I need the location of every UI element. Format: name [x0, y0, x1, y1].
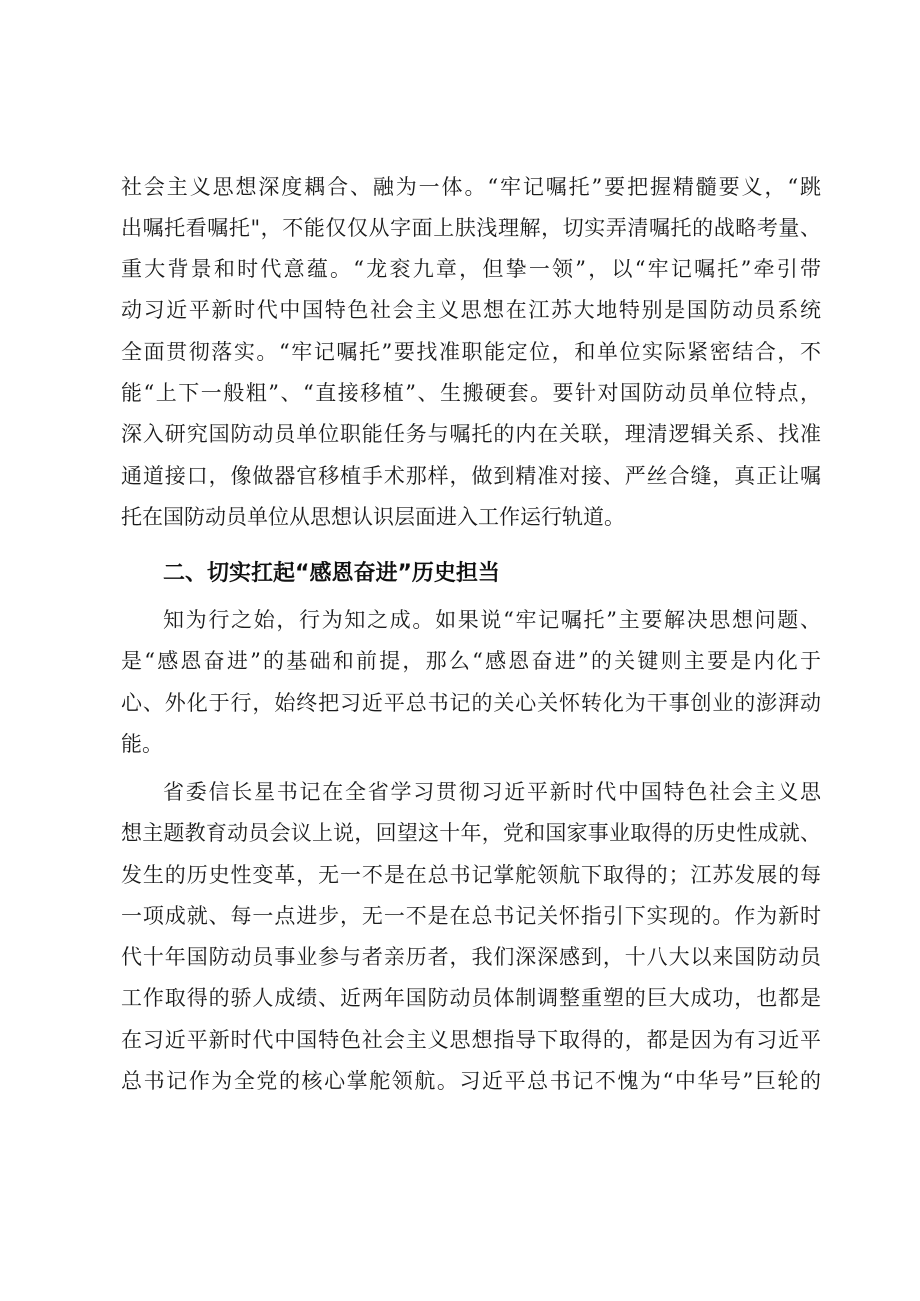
- paragraph-1-line-7: 深入研究国防动员单位职能任务与嘱托的内在关联，理清逻辑关系、找准: [121, 422, 821, 446]
- paragraph-1-line-3: 重大背景和时代意蕴。“龙衮九章，但挚一领”，以“牢记嘱托”牵引带: [121, 257, 821, 281]
- paragraph-2-line-3: 心、外化于行，始终把习近平总书记的关心关怀转化为干事创业的澎湃动: [121, 691, 821, 715]
- paragraph-3-line-1: 省委信长星书记在全省学习贯彻习近平新时代中国特色社会主义思: [163, 780, 821, 804]
- paragraph-3-line-6: 工作取得的骄人成绩、近两年国防动员体制调整重塑的巨大成功，也都是: [121, 986, 821, 1010]
- paragraph-3-line-3: 发生的历史性变革，无一不是在总书记掌舵领航下取得的；江苏发展的每: [121, 863, 821, 887]
- paragraph-1-line-5: 全面贯彻落实。“牢记嘱托”要找准职能定位，和单位实际紧密结合，不: [121, 340, 821, 364]
- paragraph-1-line-2: 出嘱托看嘱托"，不能仅仅从字面上肤浅理解，切实弄清嘱托的战略考量、: [121, 216, 821, 240]
- paragraph-3-line-5: 代十年国防动员事业参与者亲历者，我们深深感到，十八大以来国防动员: [121, 945, 821, 969]
- paragraph-1-line-4: 动习近平新时代中国特色社会主义思想在江苏大地特别是国防动员系统: [121, 298, 821, 322]
- paragraph-1-line-9: 托在国防动员单位从思想认识层面进入工作运行轨道。: [121, 505, 625, 529]
- section-heading-2: 二、切实扛起“感恩奋进”历史担当: [163, 561, 500, 586]
- paragraph-3-line-2: 想主题教育动员会议上说，回望这十年，党和国家事业取得的历史性成就、: [121, 821, 821, 845]
- paragraph-1-line-1: 社会主义思想深度耦合、融为一体。“牢记嘱托”要把握精髓要义，“跳: [121, 175, 821, 199]
- paragraph-3-line-8: 总书记作为全党的核心掌舵领航。习近平总书记不愧为“中华号”巨轮的: [121, 1069, 821, 1093]
- paragraph-3-line-7: 在习近平新时代中国特色社会主义思想指导下取得的，都是因为有习近平: [121, 1028, 821, 1052]
- paragraph-2-line-1: 知为行之始，行为知之成。如果说“牢记嘱托”主要解决思想问题、: [163, 608, 821, 632]
- paragraph-2-line-2: 是“感恩奋进”的基础和前提，那么“感恩奋进”的关键则主要是内化于: [121, 649, 821, 673]
- paragraph-1-line-8: 通道接口，像做器官移植手术那样，做到精准对接、严丝合缝，真正让嘱: [121, 464, 821, 488]
- paragraph-3-line-4: 一项成就、每一点进步，无一不是在总书记关怀指引下实现的。作为新时: [121, 904, 821, 928]
- paragraph-2-line-4: 能。: [121, 732, 163, 756]
- paragraph-1-line-6: 能“上下一般粗”、“直接移植”、生搬硬套。要针对国防动员单位特点，: [121, 381, 821, 405]
